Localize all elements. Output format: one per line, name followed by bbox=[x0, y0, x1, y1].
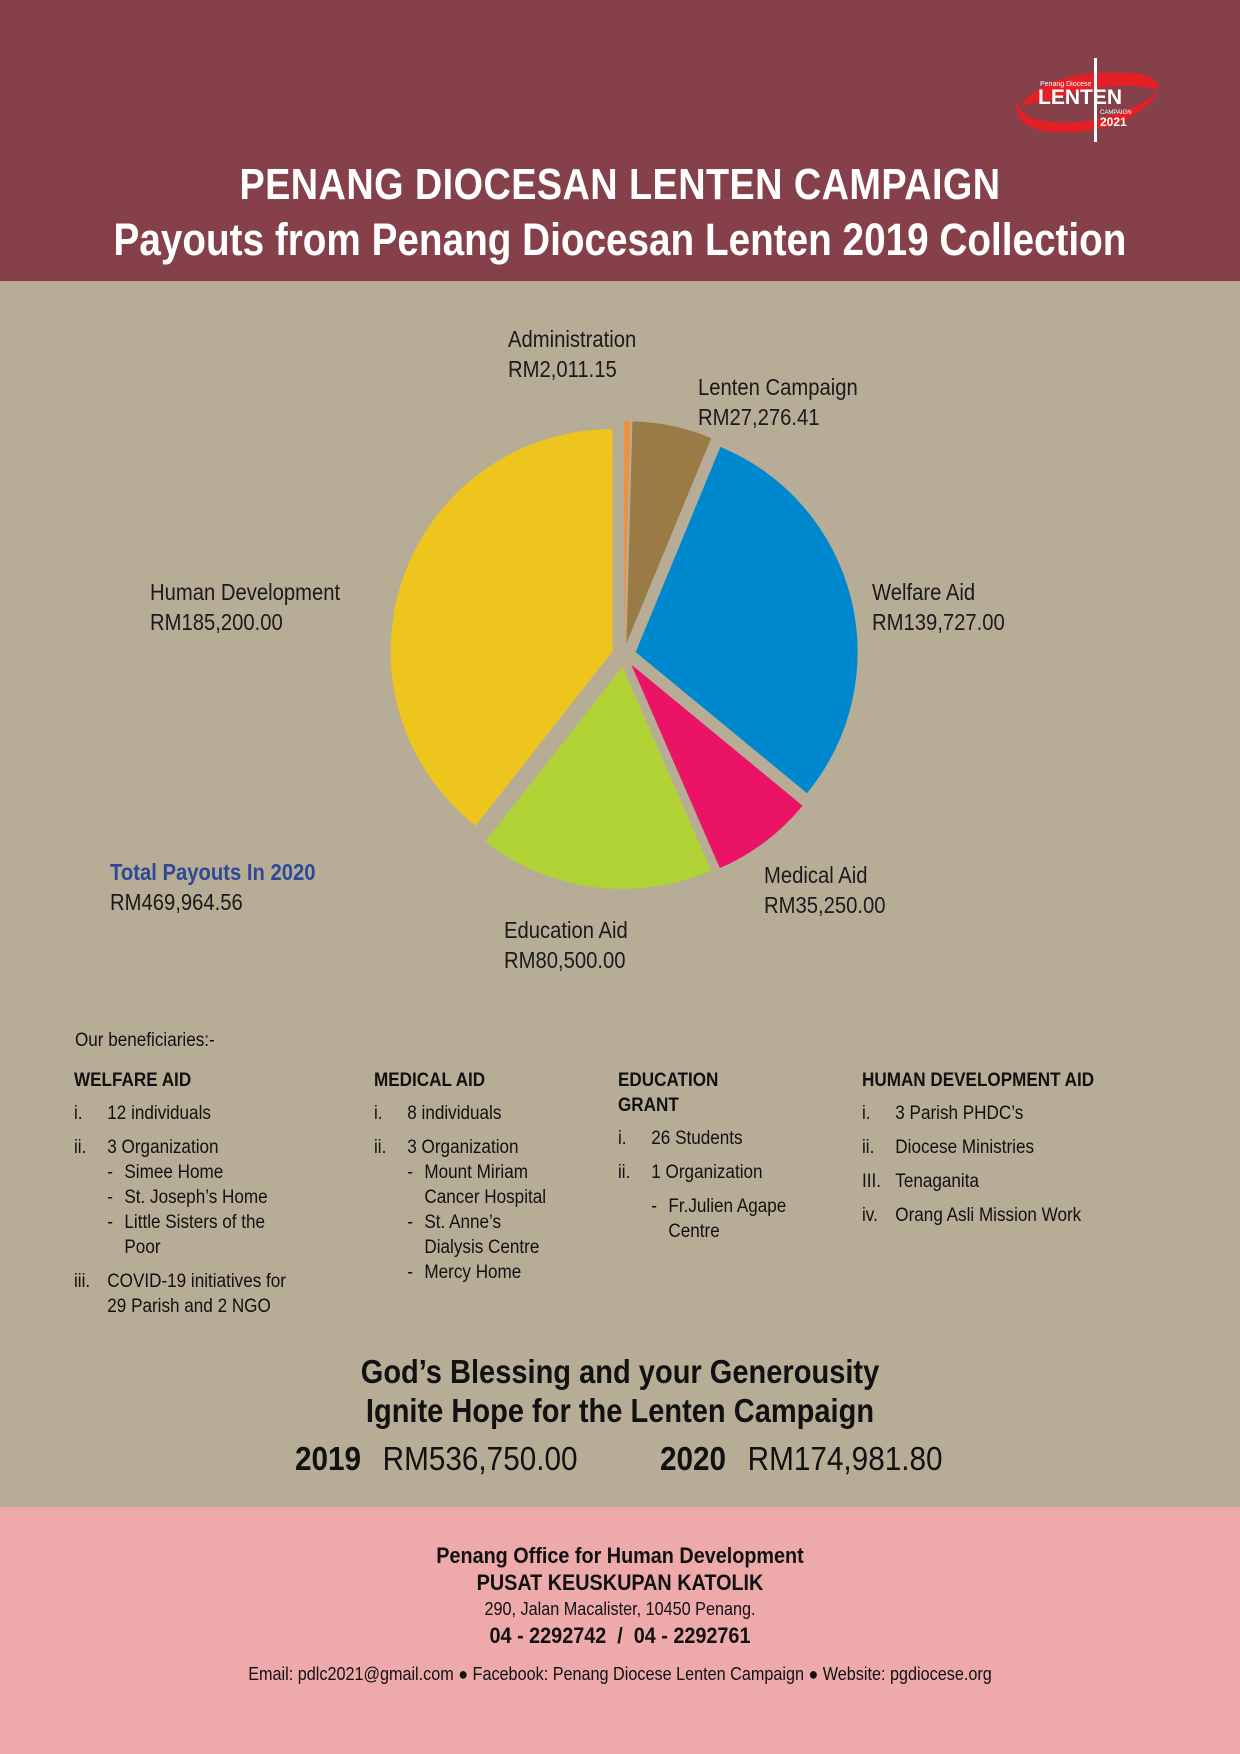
blessing-line-1: God’s Blessing and your Generousity bbox=[360, 1353, 880, 1390]
medical-aid-heading: MEDICAL AID bbox=[374, 1070, 486, 1091]
item-text: 3 Parish PHDC’s bbox=[895, 1103, 1024, 1124]
numeral: i. bbox=[862, 1103, 871, 1124]
list-item bbox=[862, 1101, 1159, 1126]
label-education-aid bbox=[504, 915, 628, 975]
logo-small-text: Penang Diocese bbox=[1040, 81, 1092, 88]
list-item bbox=[862, 1135, 1159, 1160]
sub-item-text: Mercy Home bbox=[424, 1262, 522, 1283]
footer-phone: 04 - 2292742 / 04 - 2292761 bbox=[489, 1623, 751, 1648]
label-human-development-name: Human Development bbox=[150, 579, 341, 605]
footer-address: 290, Jalan Macalister, 10450 Penang. bbox=[484, 1599, 756, 1619]
total-payouts-title: Total Payouts In 2020 bbox=[110, 859, 316, 885]
label-medical-aid bbox=[764, 860, 886, 920]
sub-item-text: Simee Home bbox=[124, 1162, 224, 1183]
sub-item-text: Poor bbox=[124, 1237, 161, 1258]
item-text: Tenaganita bbox=[895, 1171, 979, 1192]
blessing-message bbox=[74, 1352, 1165, 1430]
blessing-line-2: Ignite Hope for the Lenten Campaign bbox=[365, 1392, 875, 1429]
list-item bbox=[374, 1101, 581, 1126]
sub-item: - Mount Miriam Cancer Hospital bbox=[407, 1162, 547, 1208]
numeral: ii. bbox=[374, 1137, 387, 1158]
total-payouts bbox=[110, 857, 315, 917]
item-text: 12 individuals bbox=[107, 1103, 211, 1124]
page-subtitle: Payouts from Penang Diocesan Lenten 2019 Collection bbox=[113, 214, 1127, 265]
list-item bbox=[862, 1203, 1159, 1228]
label-administration bbox=[508, 324, 636, 384]
label-administration-value: RM2,011.15 bbox=[508, 356, 617, 382]
logo-sub1: CAMPAIGN bbox=[1100, 110, 1132, 116]
welfare-aid-heading: WELFARE AID bbox=[74, 1070, 192, 1091]
total-2019-value: RM536,750.00 bbox=[382, 1440, 578, 1477]
list-item bbox=[374, 1135, 581, 1285]
numeral: ii. bbox=[862, 1137, 875, 1158]
label-medical-aid-value: RM35,250.00 bbox=[764, 892, 886, 918]
numeral: i. bbox=[618, 1128, 627, 1149]
item-text: COVID-19 initiatives for bbox=[107, 1271, 286, 1292]
total-2020-value: RM174,981.80 bbox=[747, 1440, 943, 1477]
footer-org: Penang Office for Human Development bbox=[436, 1543, 804, 1568]
welfare-aid-column bbox=[74, 1068, 317, 1328]
numeral: iii. bbox=[74, 1271, 91, 1292]
numeral: ii. bbox=[74, 1137, 87, 1158]
label-lenten-campaign-value: RM27,276.41 bbox=[698, 404, 820, 430]
sub-item-text: Cancer Hospital bbox=[424, 1187, 547, 1208]
beneficiaries-intro: Our beneficiaries:- bbox=[75, 1030, 215, 1051]
total-payouts-value: RM469,964.56 bbox=[110, 889, 243, 915]
logo-word: LENTEN bbox=[1038, 86, 1122, 109]
total-2019-year: 2019 bbox=[295, 1440, 362, 1477]
label-welfare-aid bbox=[872, 577, 1005, 637]
total-2019 bbox=[295, 1440, 578, 1478]
sub-item: - Fr.Julien Agape Centre bbox=[651, 1196, 787, 1242]
numeral: iv. bbox=[862, 1205, 878, 1226]
sub-item: - Simee Home bbox=[107, 1162, 224, 1183]
label-lenten-campaign bbox=[698, 372, 858, 432]
header-banner bbox=[0, 0, 1240, 281]
item-text: 1 Organization bbox=[651, 1162, 763, 1183]
list-item bbox=[618, 1126, 816, 1151]
lenten-campaign-logo bbox=[1010, 56, 1170, 144]
numeral: III. bbox=[862, 1171, 882, 1192]
label-education-aid-name: Education Aid bbox=[504, 917, 628, 943]
pie-chart bbox=[0, 281, 1240, 1001]
page-title: PENANG DIOCESAN LENTEN CAMPAIGN bbox=[239, 160, 1001, 209]
numeral: i. bbox=[74, 1103, 83, 1124]
list-item bbox=[862, 1169, 1159, 1194]
education-grant-column bbox=[618, 1068, 816, 1253]
sub-item-text: St. Anne’s bbox=[424, 1212, 502, 1233]
medical-aid-column bbox=[374, 1068, 581, 1294]
human-development-column bbox=[862, 1068, 1159, 1237]
numeral: ii. bbox=[618, 1162, 631, 1183]
label-human-development bbox=[150, 577, 340, 637]
sub-item-text: Mount Miriam bbox=[424, 1162, 528, 1183]
item-text: 8 individuals bbox=[407, 1103, 502, 1124]
list-item bbox=[74, 1269, 317, 1319]
logo-sub2: 2021 bbox=[1100, 115, 1127, 129]
label-welfare-aid-name: Welfare Aid bbox=[872, 579, 976, 605]
item-text: 3 Organization bbox=[107, 1137, 219, 1158]
sub-item-text: Little Sisters of the bbox=[124, 1212, 266, 1233]
footer-contacts: Email: pdlc2021@gmail.com ● Facebook: Penang Diocese Lenten Campaign ● Website: pgdiocese.org bbox=[248, 1664, 992, 1684]
sub-item-text: Fr.Julien Agape bbox=[668, 1196, 787, 1217]
sub-item: - St. Joseph’s Home bbox=[107, 1187, 268, 1208]
label-welfare-aid-value: RM139,727.00 bbox=[872, 609, 1005, 635]
item-text: 26 Students bbox=[651, 1128, 743, 1149]
sub-item: - St. Anne’s Dialysis Centre bbox=[407, 1212, 540, 1258]
sub-item-text: Centre bbox=[668, 1221, 720, 1242]
sub-item-text: Dialysis Centre bbox=[424, 1237, 540, 1258]
total-2020-year: 2020 bbox=[660, 1440, 727, 1477]
label-lenten-campaign-name: Lenten Campaign bbox=[698, 374, 858, 400]
sub-item: - Little Sisters of the Poor bbox=[107, 1212, 266, 1258]
heading-line: EDUCATION bbox=[618, 1070, 719, 1091]
item-text: Diocese Ministries bbox=[895, 1137, 1035, 1158]
label-education-aid-value: RM80,500.00 bbox=[504, 947, 626, 973]
sub-item: - Mercy Home bbox=[407, 1262, 522, 1283]
sub-item-text: St. Joseph’s Home bbox=[124, 1187, 268, 1208]
numeral: i. bbox=[374, 1103, 383, 1124]
item-text: 3 Organization bbox=[407, 1137, 519, 1158]
heading-line: GRANT bbox=[618, 1095, 679, 1116]
label-medical-aid-name: Medical Aid bbox=[764, 862, 868, 888]
footer-center: PUSAT KEUSKUPAN KATOLIK bbox=[476, 1570, 764, 1595]
list-item bbox=[618, 1160, 816, 1244]
list-item bbox=[74, 1101, 317, 1126]
label-human-development-value: RM185,200.00 bbox=[150, 609, 283, 635]
label-administration-name: Administration bbox=[508, 326, 637, 352]
list-item bbox=[74, 1135, 317, 1260]
item-text: 29 Parish and 2 NGO bbox=[107, 1296, 271, 1317]
education-grant-heading bbox=[618, 1068, 816, 1118]
human-development-heading: HUMAN DEVELOPMENT AID bbox=[862, 1070, 1095, 1091]
item-text: Orang Asli Mission Work bbox=[895, 1205, 1082, 1226]
total-2020 bbox=[660, 1440, 943, 1478]
footer bbox=[0, 1507, 1240, 1754]
